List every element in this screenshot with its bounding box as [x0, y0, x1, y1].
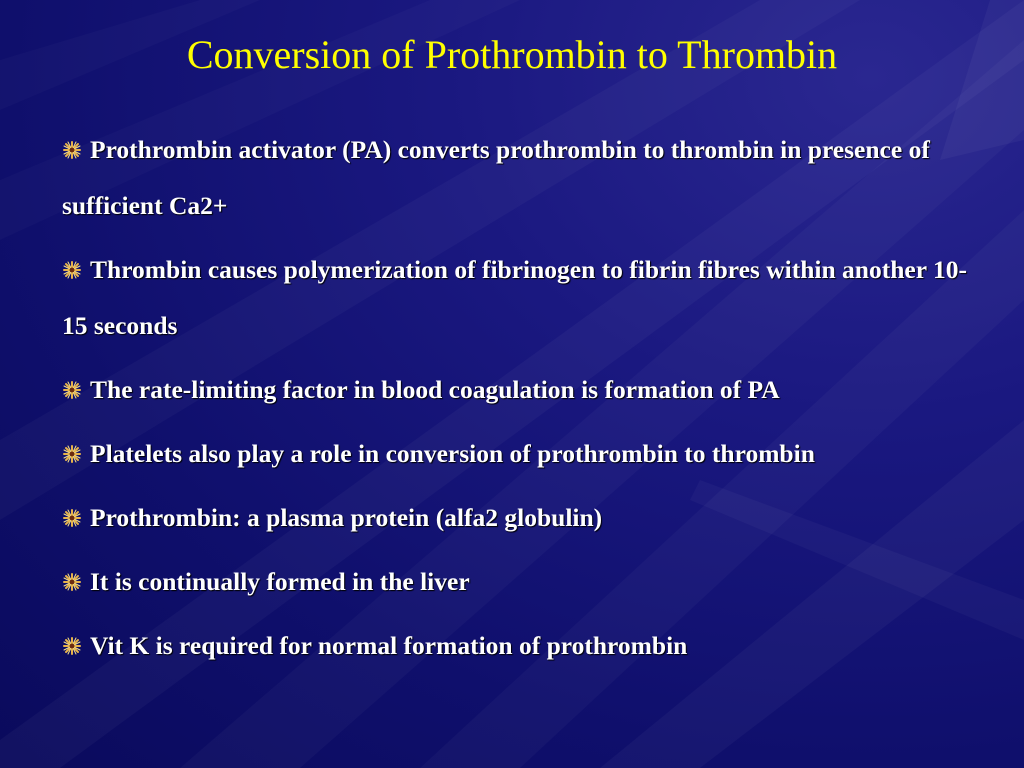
starburst-icon — [62, 572, 82, 592]
bullet-item — [62, 426, 992, 482]
bullet-list — [62, 122, 992, 682]
bullet-item — [62, 618, 992, 674]
bullet-item — [62, 490, 992, 546]
slide-title: Conversion of Prothrombin to Thrombin — [186, 32, 838, 77]
bullet-item — [62, 122, 992, 234]
starburst-icon — [62, 636, 82, 656]
starburst-icon — [62, 380, 82, 400]
starburst-icon — [62, 260, 82, 280]
bullet-text: Vit K is required for normal formation of prothrombin — [90, 631, 688, 660]
bullet-item — [62, 242, 992, 354]
bullet-text: Prothrombin activator (PA) converts prothrombin to thrombin in presence of sufficient Ca2+ — [62, 135, 930, 220]
bullet-text: It is continually formed in the liver — [90, 567, 470, 596]
bullet-text: The rate-limiting factor in blood coagulation is formation of PA — [90, 375, 780, 404]
bullet-text: Prothrombin: a plasma protein (alfa2 globulin) — [90, 503, 603, 532]
bullet-item — [62, 554, 992, 610]
starburst-icon — [62, 508, 82, 528]
starburst-icon — [62, 444, 82, 464]
starburst-icon — [62, 140, 82, 160]
bullet-item — [62, 362, 992, 418]
bullet-text: Thrombin causes polymerization of fibrinogen to fibrin fibres within another 10-15 seconds — [62, 255, 967, 340]
bullet-text: Platelets also play a role in conversion of prothrombin to thrombin — [90, 439, 815, 468]
